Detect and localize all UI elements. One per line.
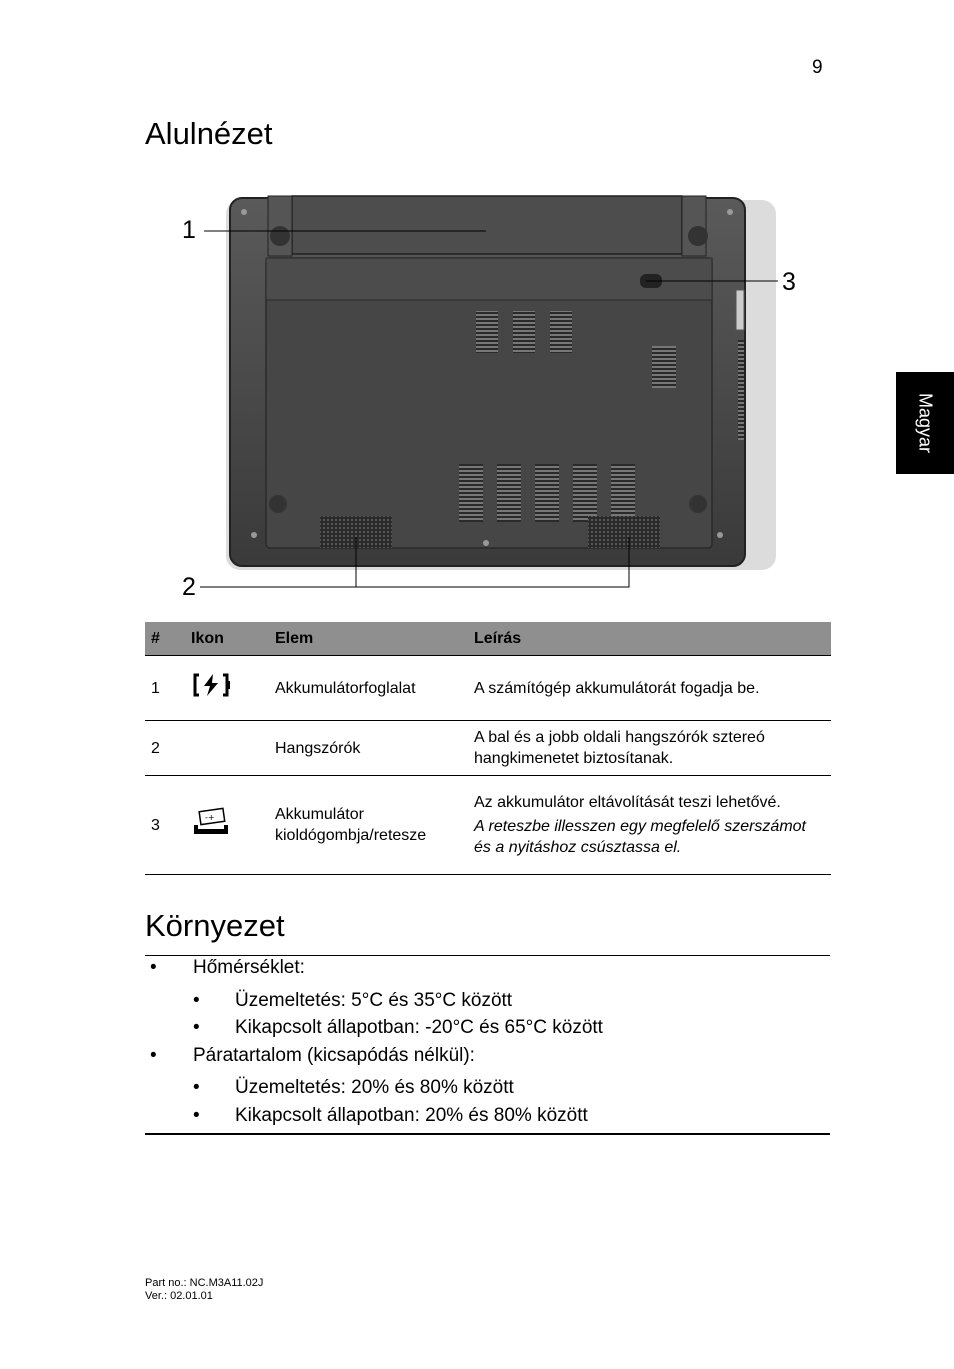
row-number: 3 (145, 776, 185, 875)
bullet-icon: • (150, 1045, 157, 1066)
environment-top-rule (145, 955, 830, 956)
section-title-bottom-view: Alulnézet (145, 116, 273, 151)
header-number: # (145, 622, 185, 656)
environment-bottom-rule (145, 1133, 830, 1135)
svg-text:-+: -+ (205, 813, 215, 822)
page-number: 9 (812, 57, 823, 78)
list-item: Hőmérséklet: (193, 957, 305, 978)
components-table (145, 622, 831, 875)
laptop-bottom-view-figure (170, 190, 810, 610)
section-title-environment: Környezet (145, 908, 285, 943)
bullet-icon: • (193, 990, 200, 1011)
footer-part-number: Part no.: NC.M3A11.02J (145, 1277, 264, 1289)
row-item: Akkumulátorfoglalat (269, 656, 468, 721)
header-description: Leírás (468, 622, 831, 656)
footer-version: Ver.: 02.01.01 (145, 1290, 213, 1302)
row-item: Hangszórók (269, 721, 468, 776)
list-item: Üzemeltetés: 5°C és 35°C között (235, 990, 513, 1011)
battery-bay-icon (185, 656, 269, 721)
language-tab (896, 372, 954, 474)
table-header-row (145, 622, 831, 656)
callout-3: 3 (782, 268, 796, 296)
language-tab-label: Magyar (915, 392, 936, 454)
bullet-icon: • (193, 1017, 200, 1038)
table-row (145, 776, 831, 875)
bullet-icon: • (193, 1077, 200, 1098)
row-description: A bal és a jobb oldali hangszórók sztereó hangkimenetet biztosítanak. (468, 721, 831, 776)
row-number: 1 (145, 656, 185, 721)
row-description: A számítógép akkumulátorát fogadja be. (468, 656, 831, 721)
list-item: Kikapcsolt állapotban: 20% és 80% között (235, 1105, 588, 1126)
row-description-cell (468, 776, 831, 875)
row-description: Az akkumulátor eltávolítását teszi lehetővé. (474, 794, 781, 811)
row-note: A reteszbe illesszen egy megfelelő szerszámot és a nyitáshoz csúsztassa el. (474, 818, 806, 856)
callout-2: 2 (182, 573, 196, 601)
list-item: Üzemeltetés: 20% és 80% között (235, 1077, 514, 1098)
list-item: Kikapcsolt állapotban: -20°C és 65°C között (235, 1017, 603, 1038)
header-item: Elem (269, 622, 468, 656)
header-icon: Ikon (185, 622, 269, 656)
table-row (145, 721, 831, 776)
list-item: Páratartalom (kicsapódás nélkül): (193, 1045, 475, 1066)
row-item: Akkumulátor kioldógombja/retesze (269, 776, 468, 875)
row-icon-empty (185, 721, 269, 776)
row-number: 2 (145, 721, 185, 776)
bullet-icon: • (193, 1105, 200, 1126)
callout-1: 1 (182, 216, 196, 244)
battery-release-latch-icon (185, 776, 269, 875)
table-row (145, 656, 831, 721)
footer (145, 1277, 263, 1303)
laptop-bottom-illustration (170, 190, 810, 610)
bullet-icon: • (150, 957, 157, 978)
